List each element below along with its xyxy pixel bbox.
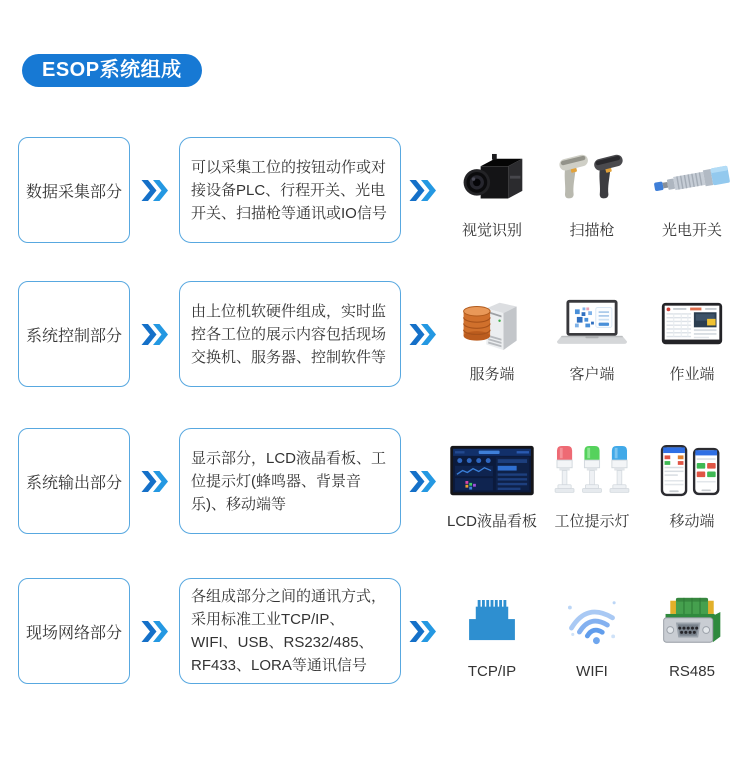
row-field-network	[18, 578, 750, 684]
section-description: 各组成部分之间的通讯方式，采用标准工业TCP/IP、WIFI、USB、RS232/485、RF433、LORA等通讯信号	[191, 588, 387, 674]
row-system-output	[18, 428, 750, 534]
section-description: 由上位机软硬件组成，实时监控各工位的展示内容包括现场交换机、服务器、控制软件等	[191, 302, 387, 366]
section-label: 数据采集部分	[25, 183, 122, 201]
ethernet-port-icon	[466, 600, 518, 642]
icon-label: WIFI	[576, 663, 608, 680]
photoelectric-switch-icon	[652, 155, 732, 205]
tower-light-icon	[552, 445, 632, 498]
section-label: 系统控制部分	[25, 327, 122, 345]
icon-group	[442, 283, 742, 385]
section-label-box	[18, 578, 130, 684]
lcd-board-icon	[446, 444, 538, 499]
section-label: 现场网络部分	[25, 624, 122, 642]
double-chevron-icon	[409, 180, 436, 201]
icon-cell	[642, 430, 742, 532]
barcode-scanner-icon	[557, 152, 627, 208]
icon-cell	[542, 430, 642, 532]
section-description-box	[179, 281, 401, 387]
section-description: 可以采集工位的按钮动作或对接设备PLC、行程开关、光电开关、扫描枪等通讯或IO信号	[191, 158, 387, 222]
icon-label: TCP/IP	[467, 663, 517, 680]
icon-group	[442, 139, 742, 241]
icon-label: 视觉识别	[461, 222, 522, 239]
double-chevron-icon	[409, 324, 436, 345]
section-label-box	[18, 281, 130, 387]
mobile-phones-icon	[657, 444, 727, 499]
server-icon	[456, 295, 528, 354]
camera-icon	[456, 152, 528, 209]
icon-group	[442, 580, 742, 682]
icon-cell	[442, 430, 542, 532]
icon-group	[442, 430, 742, 532]
icon-cell	[642, 580, 742, 682]
section-label: 系统输出部分	[25, 474, 122, 492]
section-label-box	[18, 137, 130, 243]
double-chevron-icon	[409, 471, 436, 492]
icon-label: 移动端	[669, 513, 715, 530]
section-description-box	[179, 137, 401, 243]
icon-cell	[642, 283, 742, 385]
icon-label: 光电开关	[661, 222, 722, 239]
double-chevron-icon	[141, 471, 168, 492]
icon-label: RS485	[669, 663, 715, 680]
double-chevron-icon	[409, 621, 436, 642]
double-chevron-icon	[141, 180, 168, 201]
rs485-connector-icon	[658, 595, 726, 648]
row-system-control	[18, 281, 750, 387]
monitor-icon	[654, 300, 730, 349]
icon-cell	[542, 580, 642, 682]
laptop-icon	[554, 298, 630, 351]
icon-cell	[442, 580, 542, 682]
section-description: 显示部分，LCD液晶看板、工位提示灯(蜂鸣器、背景音乐)、移动端等	[191, 449, 387, 513]
icon-cell	[442, 139, 542, 241]
row-data-collection	[18, 137, 750, 243]
icon-label: 作业端	[669, 366, 715, 383]
icon-cell	[642, 139, 742, 241]
icon-cell	[442, 283, 542, 385]
icon-cell	[542, 283, 642, 385]
icon-label: 客户端	[569, 366, 615, 383]
double-chevron-icon	[141, 621, 168, 642]
page-title: ESOP系统组成	[22, 54, 202, 87]
double-chevron-icon	[141, 324, 168, 345]
wifi-icon	[561, 596, 623, 646]
icon-label: 工位提示灯	[554, 513, 630, 530]
icon-label: LCD液晶看板	[446, 513, 537, 530]
section-description-box	[179, 428, 401, 534]
icon-label: 服务端	[469, 366, 515, 383]
section-description-box	[179, 578, 401, 684]
icon-cell	[542, 139, 642, 241]
section-label-box	[18, 428, 130, 534]
icon-label: 扫描枪	[569, 222, 615, 239]
